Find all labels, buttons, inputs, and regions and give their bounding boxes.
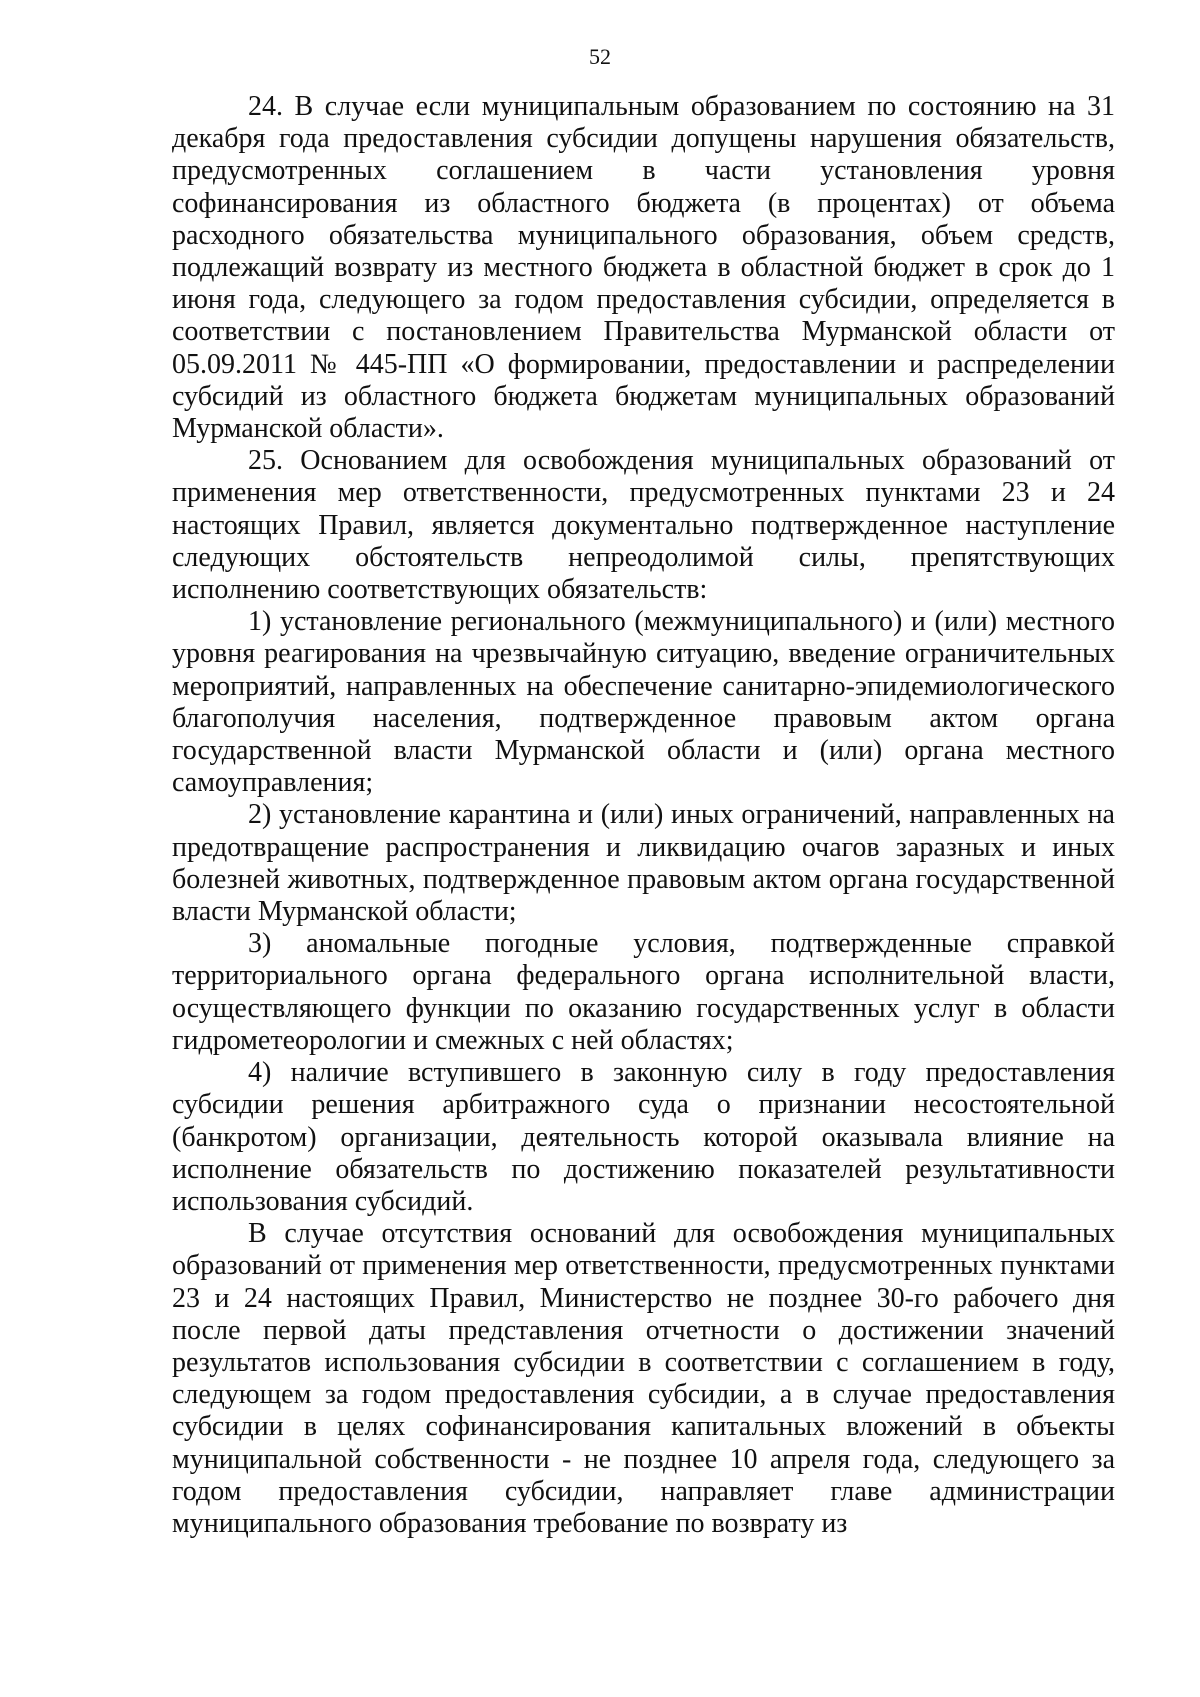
document-body: [172, 91, 1115, 1540]
list-item-1: 1) установление регионального (межмуниципального) и (или) местного уровня реагирования на чрезвычайную ситуацию, введение ограничительных мероприятий, направленных на обеспечение санитарно-эпидемиологического благополучия населения, подтвержденное правовым актом органа государственной власти Мурманской области и (или) органа местного самоуправления;: [172, 606, 1115, 799]
paragraph-no-grounds: В случае отсутствия оснований для освобождения муниципальных образований от применения мер ответственности, предусмотренных пунктами 23 и 24 настоящих Правил, Министерство не позднее 30-го рабочего дня после первой даты представления отчетности о достижении значений результатов использования субсидии в соответствии с соглашением в году, следующем за годом предоставления субсидии, а в случае предоставления субсидии в целях софинансирования капитальных вложений в объекты муниципальной собственности - не позднее 10 апреля года, следующего за годом предоставления субсидии, направляет главе администрации муниципального образования требование по возврату из: [172, 1218, 1115, 1539]
paragraph-25: 25. Основанием для освобождения муниципальных образований от применения мер ответственности, предусмотренных пунктами 23 и 24 настоящих Правил, является документально подтвержденное наступление следующих обстоятельств непреодолимой силы, препятствующих исполнению соответствующих обязательств:: [172, 445, 1115, 606]
paragraph-24: 24. В случае если муниципальным образованием по состоянию на 31 декабря года предоставления субсидии допущены нарушения обязательств, предусмотренных соглашением в части установления уровня софинансирования из областного бюджета (в процентах) от объема расходного обязательства муниципального образования, объем средств, подлежащий возврату из местного бюджета в областной бюджет в срок до 1 июня года, следующего за годом предоставления субсидии, определяется в соответствии с постановлением Правительства Мурманской области от 05.09.2011 № 445-ПП «О формировании, предоставлении и распределении субсидий из областного бюджета бюджетам муниципальных образований Мурманской области».: [172, 91, 1115, 445]
list-item-4: 4) наличие вступившего в законную силу в году предоставления субсидии решения арбитражного суда о признании несостоятельной (банкротом) организации, деятельность которой оказывала влияние на исполнение обязательств по достижению показателей результативности использования субсидий.: [172, 1057, 1115, 1217]
list-item-2: 2) установление карантина и (или) иных ограничений, направленных на предотвращение распространения и ликвидацию очагов заразных и иных болезней животных, подтвержденное правовым актом органа государственной власти Мурманской области;: [172, 799, 1115, 928]
list-item-3: 3) аномальные погодные условия, подтвержденные справкой территориального органа федерального органа исполнительной власти, осуществляющего функции по оказанию государственных услуг в области гидрометеорологии и смежных с ней областях;: [172, 928, 1115, 1056]
page-number: 52: [589, 44, 611, 69]
